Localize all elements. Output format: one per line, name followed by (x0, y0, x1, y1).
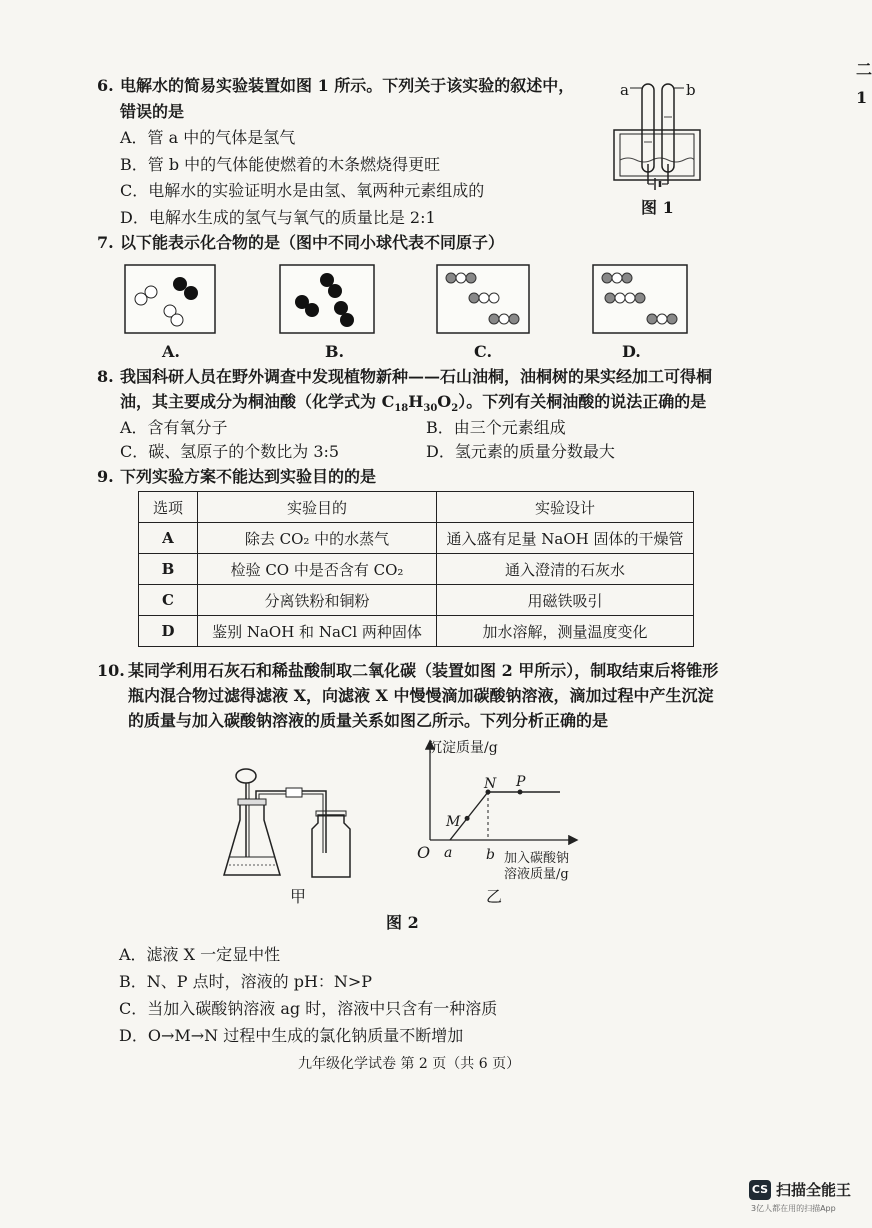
table-cell: A (139, 523, 198, 554)
chart-xlabel-1: 加入碳酸钠 (504, 851, 570, 866)
table-cell: 通入盛有足量 NaOH 固体的干燥管 (437, 523, 694, 554)
question-number: 8. (97, 367, 114, 386)
watermark-app-name: 扫描全能王 (776, 1181, 852, 1199)
table-cell: 分离铁粉和铜粉 (198, 585, 437, 616)
option-c: C．当加入碳酸钠溶液 ag 时，溶液中只含有一种溶质 (119, 999, 498, 1018)
question-stem-cont: 错误的是 (120, 102, 185, 121)
table-header-cell: 实验设计 (437, 492, 694, 523)
option-b: B．N、P 点时，溶液的 pH：N>P (119, 972, 373, 991)
option-b: B．由三个元素组成 (426, 418, 566, 437)
table-cell: B (139, 554, 198, 585)
option-a: A．管 a 中的气体是氢气 (120, 128, 296, 147)
option-d-label: D. (622, 342, 641, 361)
option-d-molecule-box (592, 264, 688, 334)
option-a-label: A. (162, 342, 180, 361)
table-cell: 鉴别 NaOH 和 NaCl 两种固体 (198, 616, 437, 647)
table-row (139, 523, 694, 554)
camscanner-logo-icon: CS (749, 1180, 771, 1200)
table-row (139, 616, 694, 647)
question-number: 6. (97, 76, 114, 95)
chart-x-tick-b: b (486, 847, 495, 863)
chart-ylabel: 沉淀质量/g (428, 740, 498, 756)
chart-point-n-label: N (484, 776, 497, 792)
option-d: D．电解水生成的氢气与氧气的质量比是 2:1 (120, 208, 436, 227)
option-b: B．管 b 中的气体能使燃着的木条燃烧得更旺 (120, 155, 441, 174)
question-stem-formula-line: 油，其主要成分为桐油酸（化学式为 $C_{18}H_{30}O_2$）。下列有关桐油酸的说法正确的是 (120, 392, 707, 415)
table-cell: C (139, 585, 198, 616)
option-b-label: B. (325, 342, 345, 361)
question-number: 7. (97, 233, 114, 252)
option-a: A．滤液 X 一定显中性 (119, 945, 281, 964)
table-cell: 通入澄清的石灰水 (437, 554, 694, 585)
chart-point-m-label: M (446, 814, 461, 830)
table-cell: 用磁铁吸引 (437, 585, 694, 616)
option-c: C．电解水的实验证明水是由氢、氧两种元素组成的 (120, 181, 485, 200)
page-footer: 九年级化学试卷 第 2 页（共 6 页） (298, 1056, 521, 1072)
table-cell: 除去 CO₂ 中的水蒸气 (198, 523, 437, 554)
question-stem-cont: 的质量与加入碳酸钠溶液的质量关系如图乙所示。下列分析正确的是 (128, 711, 609, 730)
corner-text-2: 1 (856, 88, 868, 107)
question-number: 10. (97, 661, 125, 680)
option-c-label: C. (474, 342, 493, 361)
question-stem: 电解水的简易实验装置如图 1 所示。下列关于该实验的叙述中， (120, 76, 575, 95)
tube-a-label: a (620, 81, 629, 99)
question-stem: 下列实验方案不能达到实验目的的是 (120, 467, 377, 486)
table-header-cell: 选项 (139, 492, 198, 523)
chart-point-m (465, 816, 470, 821)
figure-yi-label: 乙 (486, 887, 503, 906)
figure-jia-label: 甲 (290, 887, 307, 906)
table-header-cell: 实验目的 (198, 492, 437, 523)
electrolysis-apparatus-figure (600, 72, 720, 192)
table-cell: 加水溶解，测量温度变化 (437, 616, 694, 647)
option-c: C．碳、氢原子的个数比为 3:5 (120, 442, 340, 461)
table-header-row (139, 492, 694, 523)
experiment-table (138, 491, 694, 647)
question-stem: 以下能表示化合物的是（图中不同小球代表不同原子） (120, 233, 505, 252)
question-stem: 某同学利用石灰石和稀盐酸制取二氧化碳（装置如图 2 甲所示），制取结束后将锥形 (128, 661, 719, 680)
question-stem-cont: 瓶内混合物过滤得滤液 X，向滤液 X 中慢慢滴加碳酸钠溶液，滴加过程中产生沉淀 (128, 686, 714, 705)
chart-xlabel-2: 溶液质量/g (504, 867, 569, 882)
figure-1-label: 图 1 (641, 198, 674, 217)
question-number: 9. (97, 467, 114, 486)
chart-x-tick-a: a (444, 845, 453, 861)
option-d: D．氢元素的质量分数最大 (426, 442, 615, 461)
figure-2-label: 图 2 (386, 913, 419, 932)
option-d: D．O→M→N 过程中生成的氯化钠质量不断增加 (119, 1026, 464, 1045)
watermark-tagline: 3亿人都在用的扫描App (751, 1204, 836, 1213)
chart-point-p-label: P (516, 774, 526, 790)
question-stem: 我国科研人员在野外调查中发现植物新种——石山油桐，油桐树的果实经加工可得桐 (120, 367, 713, 386)
table-row (139, 554, 694, 585)
tube-b-label: b (686, 81, 696, 99)
corner-text-1: 二 (856, 60, 872, 79)
table-cell: 检验 CO 中是否含有 CO₂ (198, 554, 437, 585)
option-c-molecule-box (436, 264, 530, 334)
option-a: A．含有氧分子 (120, 418, 228, 437)
co2-apparatus-figure (222, 765, 362, 885)
table-row (139, 585, 694, 616)
table-cell: D (139, 616, 198, 647)
chart-origin-label: O (417, 843, 431, 862)
option-a-molecule-box (124, 264, 216, 334)
option-b-molecule-box (279, 264, 375, 334)
